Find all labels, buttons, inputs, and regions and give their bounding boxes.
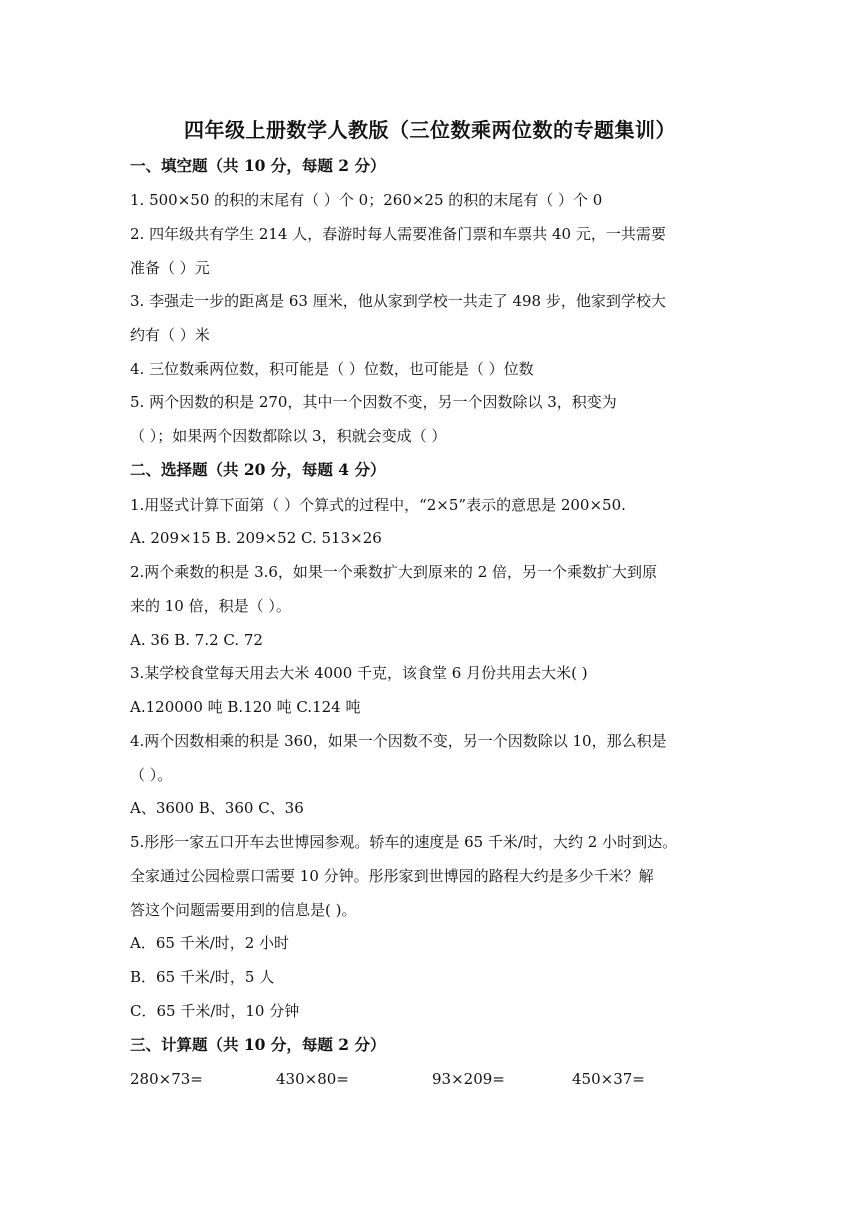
question-line: 5. 两个因数的积是 270，其中一个因数不变，另一个因数除以 3，积变为 <box>130 393 617 411</box>
answer-options: A. 209×15 B. 209×52 C. 513×26 <box>130 529 382 547</box>
question-line: 1. 500×50 的积的末尾有（ ）个 0；260×25 的积的末尾有（ ）个 0 <box>130 191 603 209</box>
answer-option-c: C．65 千米/时，10 分钟 <box>130 1002 300 1020</box>
section-heading-fill-in: 一、填空题（共 10 分，每题 2 分） <box>130 156 386 175</box>
question-line: 3. 李强走一步的距离是 63 厘米，他从家到学校一共走了 498 步，他家到学校大 <box>130 292 666 310</box>
question-line: 2. 四年级共有学生 214 人，春游时每人需要准备门票和车票共 40 元，一共需要 <box>130 225 666 243</box>
answer-option-a: A．65 千米/时，2 小时 <box>130 934 290 952</box>
calc-problem: 430×80= <box>276 1070 349 1088</box>
question-line: 全家通过公园检票口需要 10 分钟。彤彤家到世博园的路程大约是多少千米？解 <box>130 867 654 885</box>
question-line: （ ）；如果两个因数都除以 3，积就会变成（ ） <box>130 427 447 445</box>
question-line: 2.两个乘数的积是 3.6，如果一个乘数扩大到原来的 2 倍，另一个乘数扩大到原 <box>130 563 658 581</box>
section-heading-calculation: 三、计算题（共 10 分，每题 2 分） <box>130 1035 386 1054</box>
question-line: 3.某学校食堂每天用去大米 4000 千克，该食堂 6 月份共用去大米( ) <box>130 664 588 682</box>
calc-problem: 93×209= <box>432 1070 505 1088</box>
question-line: 答这个问题需要用到的信息是( )。 <box>130 901 357 919</box>
question-line: 来的 10 倍，积是（ ）。 <box>130 597 291 615</box>
question-line: （ ）。 <box>130 766 173 784</box>
calc-problem: 280×73= <box>130 1070 203 1088</box>
question-line: 1.用竖式计算下面第（ ）个算式的过程中，“2×5”表示的意思是 200×50. <box>130 496 626 514</box>
answer-options: A、3600 B、360 C、36 <box>130 799 304 817</box>
answer-options: A.120000 吨 B.120 吨 C.124 吨 <box>130 698 361 716</box>
answer-options: A. 36 B. 7.2 C. 72 <box>130 631 263 649</box>
calc-problem: 450×37= <box>572 1070 645 1088</box>
question-line: 4.两个因数相乘的积是 360，如果一个因数不变，另一个因数除以 10，那么积是 <box>130 732 667 750</box>
question-line: 准备（ ）元 <box>130 259 210 277</box>
page-title: 四年级上册数学人教版（三位数乘两位数的专题集训） <box>184 118 676 142</box>
section-heading-choice: 二、选择题（共 20 分，每题 4 分） <box>130 460 386 479</box>
question-line: 约有（ ）米 <box>130 326 210 344</box>
answer-option-b: B．65 千米/时，5 人 <box>130 968 275 986</box>
question-line: 5.彤彤一家五口开车去世博园参观。轿车的速度是 65 千米/时，大约 2 小时到达。 <box>130 833 678 851</box>
question-line: 4. 三位数乘两位数，积可能是（ ）位数，也可能是（ ）位数 <box>130 360 534 378</box>
